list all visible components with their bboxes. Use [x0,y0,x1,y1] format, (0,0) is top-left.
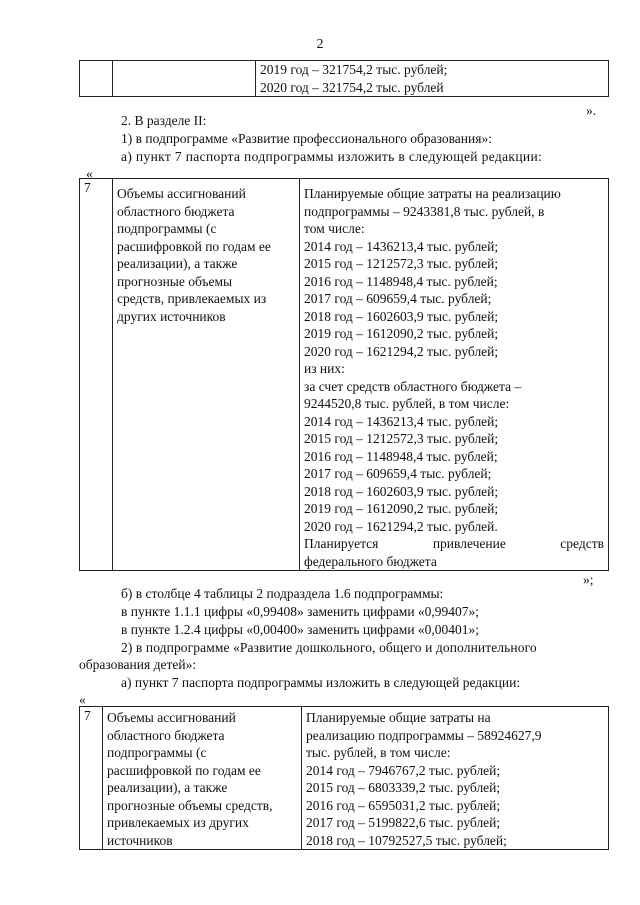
label-line: подпрограммы (с [107,745,207,760]
value-line: реализацию подпрограммы – 58924627,9 [306,727,542,743]
label-line: источников [107,832,173,848]
plan-word: Планируется [304,536,379,551]
section-heading: 2. В разделе II: [121,113,207,128]
table-line: 2020 год – 321754,2 тыс. рублей [260,79,444,95]
opening-quote: « [79,692,86,707]
value-line: 2020 год – 1621294,2 тыс. рублей; [304,343,499,359]
label-line: привлекаемых из других [107,815,249,830]
page-number: 2 [316,37,324,52]
closing-quote: ». [586,103,597,118]
value-line: 2016 год – 1148948,4 тыс. рублей; [304,273,498,289]
value-line: том числе: [304,221,365,236]
value-line: за счет средств областного бюджета – [304,378,522,394]
label-line: областного бюджета [117,203,235,219]
label-line: других источников [117,308,226,324]
label-line: Объемы ассигнований [107,710,236,725]
row-number: 7 [80,179,113,571]
value-line: тыс. рублей, в том числе: [306,745,451,760]
value-line: 2016 год – 1148948,4 тыс. рублей; [304,448,498,464]
value-line: 2014 год – 1436213,4 тыс. рублей; [304,238,499,254]
row-value [302,707,609,850]
value-line: Планируемые общие затраты на реализацию [304,186,561,201]
label-line: прогнозные объемы средств, [107,797,273,813]
table-cell-num [80,61,113,97]
point-a-paragraph: а) пункт 7 паспорта подпрограммы изложить в следующей редакции: [121,149,543,164]
point-a-paragraph: а) пункт 7 паспорта подпрограммы изложить в следующей редакции: [121,675,521,690]
value-line: 2018 год – 1602603,9 тыс. рублей; [304,308,499,324]
row-number: 7 [80,707,103,850]
label-line: подпрограммы (с [117,221,217,236]
opening-quote: « [86,166,93,181]
table-cell-label [113,61,256,97]
value-line: 2017 год – 609659,4 тыс. рублей; [304,291,492,306]
point-b-paragraph: б) в столбце 4 таблицы 2 подраздела 1.6 подпрограммы: [121,586,444,601]
subprogram-paragraph: 1) в подпрограмме «Развитие профессионального образования»: [121,131,492,146]
value-line: 2014 год – 1436213,4 тыс. рублей; [304,413,499,429]
value-line: 2019 год – 1612090,2 тыс. рублей; [304,326,499,341]
subprogram-paragraph: 2) в подпрограмме «Развитие дошкольного, общего и дополнительного [121,640,537,655]
label-line: расшифровкой по годам ее [117,238,271,254]
row-label [113,179,300,571]
value-line: 2017 год – 5199822,6 тыс. рублей; [306,815,501,830]
value-line: 2015 год – 1212572,3 тыс. рублей; [304,431,499,446]
plan-word: средств [560,536,604,551]
point-b-item: в пункте 1.2.4 цифры «0,00400» заменить цифрами «0,00401»; [121,622,480,637]
row-label [103,707,302,850]
continuation-table [79,60,609,97]
passport-table-2 [79,706,609,850]
subprogram-paragraph-cont: образования детей»: [79,657,197,672]
value-line: 2020 год – 1621294,2 тыс. рублей. [304,518,498,534]
value-line: подпрограммы – 9243381,8 тыс. рублей, в [304,203,545,219]
value-line: 2017 год – 609659,4 тыс. рублей; [304,466,492,481]
label-line: реализации), а также [107,780,228,795]
value-line: 9244520,8 тыс. рублей, в том числе: [304,396,510,411]
plan-word: привлечение [432,536,506,551]
label-line: областного бюджета [107,727,225,743]
label-line: средств, привлекаемых из [117,291,267,306]
value-line: федерального бюджета [304,553,437,569]
plan-line [304,535,604,553]
value-line: 2014 год – 7946767,2 тыс. рублей; [306,762,501,778]
table-cell-value [256,61,609,97]
value-line: из них: [304,361,345,376]
row-value [300,179,609,571]
passport-table-1 [79,178,609,571]
value-line: 2018 год – 1602603,9 тыс. рублей; [304,483,499,499]
value-line: 2016 год – 6595031,2 тыс. рублей; [306,797,501,813]
value-line: 2015 год – 6803339,2 тыс. рублей; [306,780,501,795]
label-line: реализации), а также [117,256,238,271]
point-b-item: в пункте 1.1.1 цифры «0,99408» заменить цифрами «0,99407»; [121,604,480,619]
value-line: 2015 год – 1212572,3 тыс. рублей; [304,256,499,271]
value-line: Планируемые общие затраты на [306,710,491,725]
label-line: расшифровкой по годам ее [107,762,261,778]
table-line: 2019 год – 321754,2 тыс. рублей; [260,62,448,77]
label-line: прогнозные объемы [117,273,233,289]
closing-quote: »; [583,572,594,587]
label-line: Объемы ассигнований [117,186,246,201]
value-line: 2018 год – 10792527,5 тыс. рублей; [306,832,507,848]
value-line: 2019 год – 1612090,2 тыс. рублей; [304,501,499,516]
